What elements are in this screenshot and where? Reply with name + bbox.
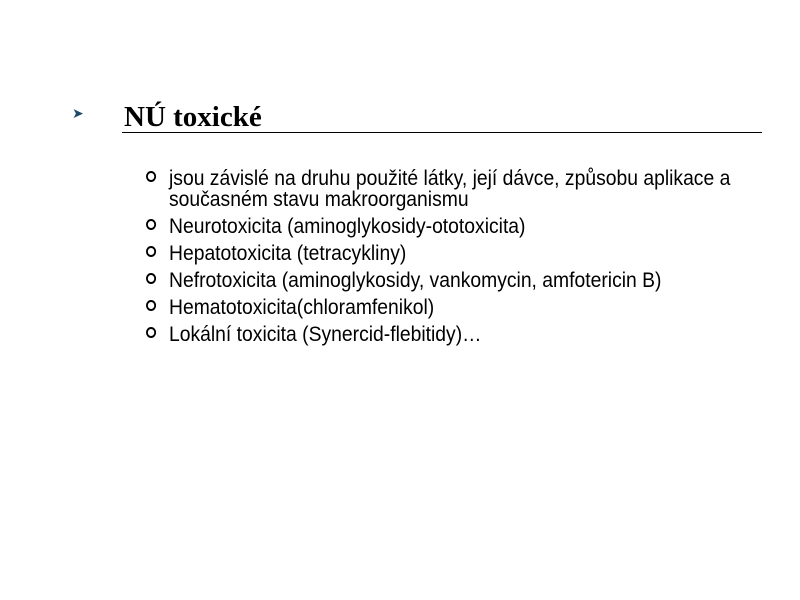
hollow-circle-bullet-icon: [146, 273, 156, 284]
list-item-text: Hepatotoxicita (tetracykliny): [169, 242, 407, 265]
list-item: [146, 216, 758, 237]
list-item-text: Neurotoxicita (aminoglykosidy-ototoxicita): [169, 215, 526, 238]
hollow-circle-bullet-icon: [146, 327, 156, 338]
hollow-circle-bullet-icon: [146, 219, 156, 230]
list-item-text: jsou závislé na druhu použité látky, její dávce, způsobu aplikace a současném stavu makroorganismu: [169, 167, 731, 211]
arrowhead-bullet-icon: ➤: [72, 106, 84, 122]
list-item: [146, 168, 758, 210]
list-item-text: Nefrotoxicita (aminoglykosidy, vankomycin, amfotericin B): [169, 269, 662, 292]
list-item-text: Hematotoxicita(chloramfenikol): [169, 296, 435, 319]
list-item: [146, 243, 758, 264]
list-item: [146, 324, 758, 345]
bullet-list: [146, 168, 746, 351]
hollow-circle-bullet-icon: [146, 246, 156, 257]
list-item: [146, 297, 758, 318]
list-item: [146, 270, 758, 291]
heading-row: [72, 100, 762, 136]
page-title: NÚ toxické: [124, 101, 262, 133]
hollow-circle-bullet-icon: [146, 300, 156, 311]
list-item-text: Lokální toxicita (Synercid-flebitidy)…: [169, 323, 482, 346]
hollow-circle-bullet-icon: [146, 171, 156, 182]
title-underline: [122, 132, 762, 133]
